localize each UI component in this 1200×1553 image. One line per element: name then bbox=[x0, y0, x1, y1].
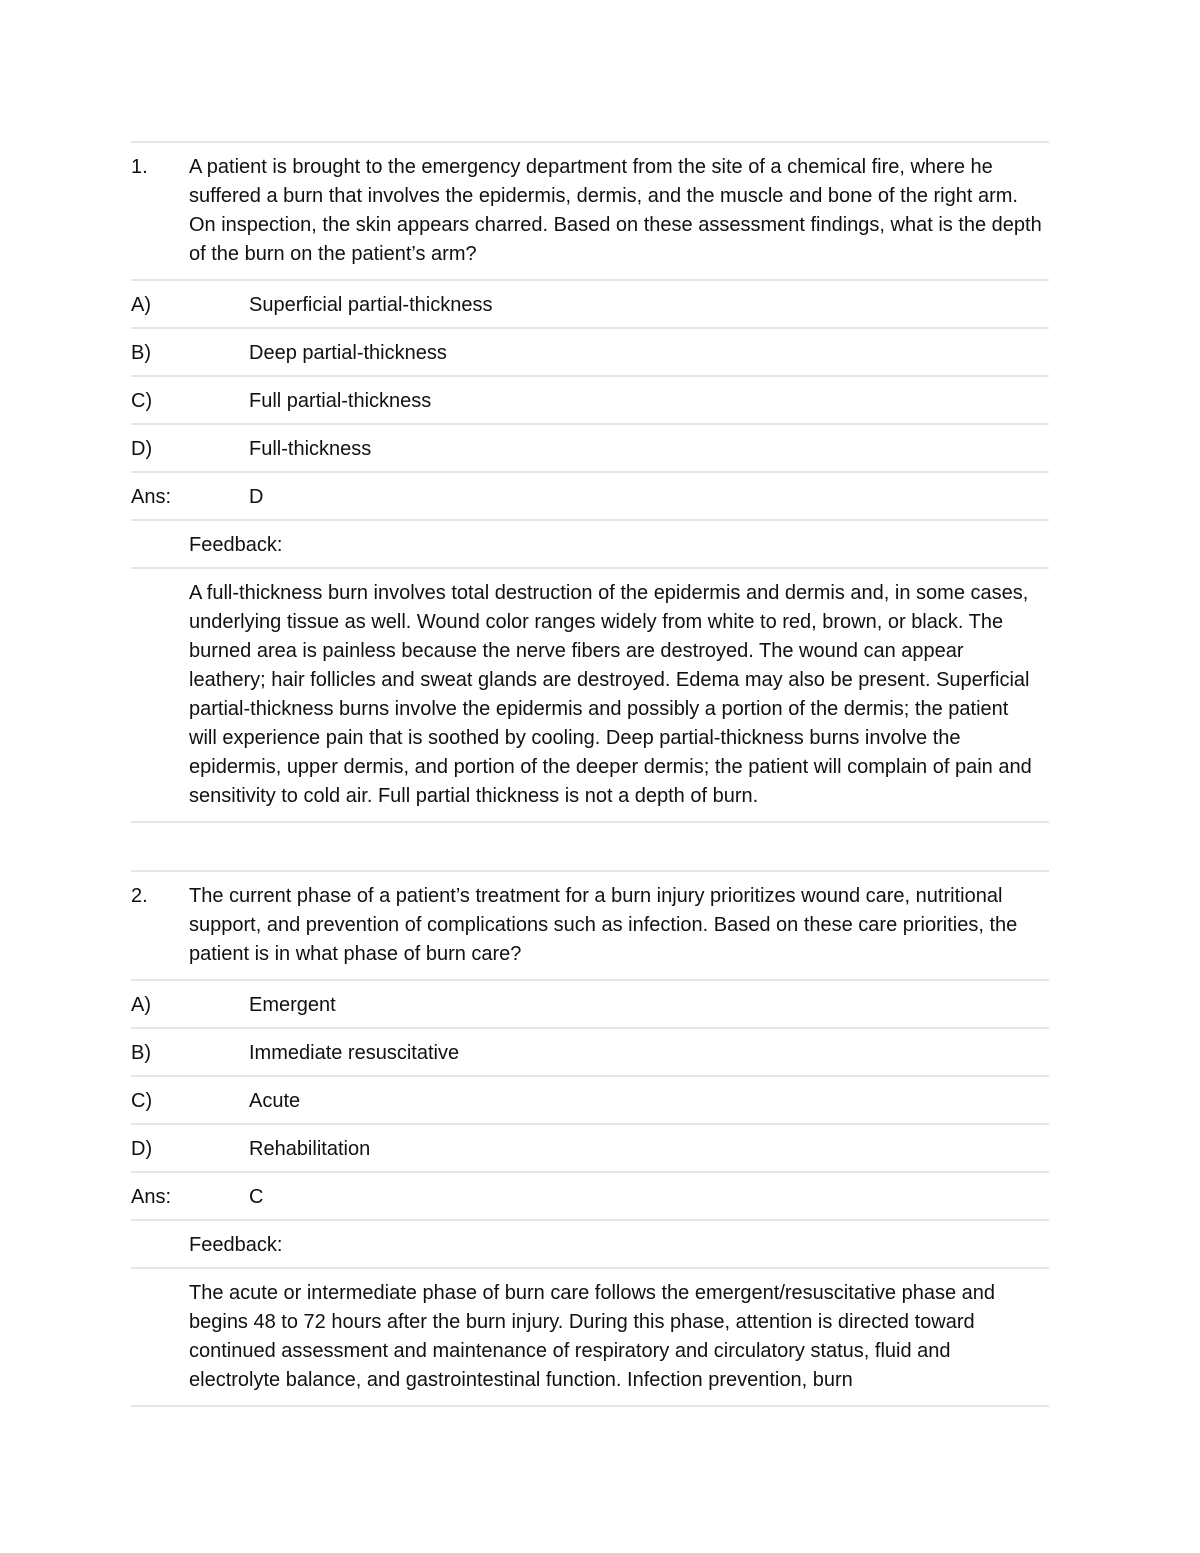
option-text: Rehabilitation bbox=[249, 1138, 371, 1160]
answer-label: Ans: bbox=[131, 486, 172, 508]
option-letter: C) bbox=[131, 1090, 153, 1112]
question-number: 2. bbox=[131, 885, 148, 907]
answer-value: C bbox=[249, 1186, 264, 1208]
question-stem: The current phase of a patient’s treatment for a burn injury prioritizes wound care, nutritional support, and prevention of complications such as infection. Based on these care priorities, the patient is in what phase of burn care? bbox=[189, 885, 1018, 965]
option-letter: D) bbox=[131, 438, 153, 460]
answer-row bbox=[131, 1171, 1049, 1219]
question-stem: A patient is brought to the emergency department from the site of a chemical fire, where he suffered a burn that involves the epidermis, dermis, and the muscle and bone of the right arm. On inspection, the skin appears charred. Based on these assessment findings, what is the depth of the burn on the patient’s arm? bbox=[189, 156, 1042, 265]
feedback-text-row bbox=[131, 567, 1049, 823]
answer-value: D bbox=[249, 486, 264, 508]
question-stem-row bbox=[131, 870, 1049, 979]
question-block bbox=[131, 870, 1049, 1407]
answer-option-row bbox=[131, 1027, 1049, 1075]
question-stem-row bbox=[131, 141, 1049, 279]
option-letter: A) bbox=[131, 294, 151, 316]
answer-option-row bbox=[131, 423, 1049, 471]
answer-option-row bbox=[131, 279, 1049, 327]
feedback-label-row bbox=[131, 1219, 1049, 1267]
feedback-label: Feedback: bbox=[189, 1234, 283, 1256]
option-text: Full-thickness bbox=[249, 438, 372, 460]
answer-option-row bbox=[131, 1075, 1049, 1123]
feedback-text: A full-thickness burn involves total destruction of the epidermis and dermis and, in some cases, underlying tissue as well. Wound color ranges widely from white to red, brown, or black. The burned area is painless because the nerve fibers are destroyed. The wound can appear leathery; hair follicles and sweat glands are destroyed. Edema may also be present. Superficial partial-thickness burns involve the epidermis and possibly a portion of the dermis; the patient will experience pain that is soothed by cooling. Deep partial-thickness burns involve the epidermis, upper dermis, and portion of the deeper dermis; the patient will complain of pain and sensitivity to cold air. Full partial thickness is not a depth of burn. bbox=[189, 582, 1032, 807]
question-block bbox=[131, 141, 1049, 823]
option-text: Immediate resuscitative bbox=[249, 1042, 460, 1064]
feedback-text: The acute or intermediate phase of burn care follows the emergent/resuscitative phase and begins 48 to 72 hours after the burn injury. During this phase, attention is directed toward continued assessment and maintenance of respiratory and circulatory status, fluid and electrolyte balance, and gastrointestinal function. Infection prevention, burn bbox=[189, 1282, 996, 1391]
option-letter: D) bbox=[131, 1138, 153, 1160]
answer-label: Ans: bbox=[131, 1186, 172, 1208]
option-text: Acute bbox=[249, 1090, 301, 1112]
answer-row bbox=[131, 471, 1049, 519]
question-number: 1. bbox=[131, 156, 148, 178]
feedback-text-row bbox=[131, 1267, 1049, 1407]
option-letter: A) bbox=[131, 994, 151, 1016]
option-text: Superficial partial-thickness bbox=[249, 294, 493, 316]
answer-option-row bbox=[131, 327, 1049, 375]
option-letter: B) bbox=[131, 342, 151, 364]
feedback-label-row bbox=[131, 519, 1049, 567]
option-text: Emergent bbox=[249, 994, 336, 1016]
option-letter: B) bbox=[131, 1042, 151, 1064]
option-text: Full partial-thickness bbox=[249, 390, 432, 412]
answer-option-row bbox=[131, 979, 1049, 1027]
feedback-label: Feedback: bbox=[189, 534, 283, 556]
option-text: Deep partial-thickness bbox=[249, 342, 447, 364]
answer-option-row bbox=[131, 375, 1049, 423]
option-letter: C) bbox=[131, 390, 153, 412]
answer-option-row bbox=[131, 1123, 1049, 1171]
